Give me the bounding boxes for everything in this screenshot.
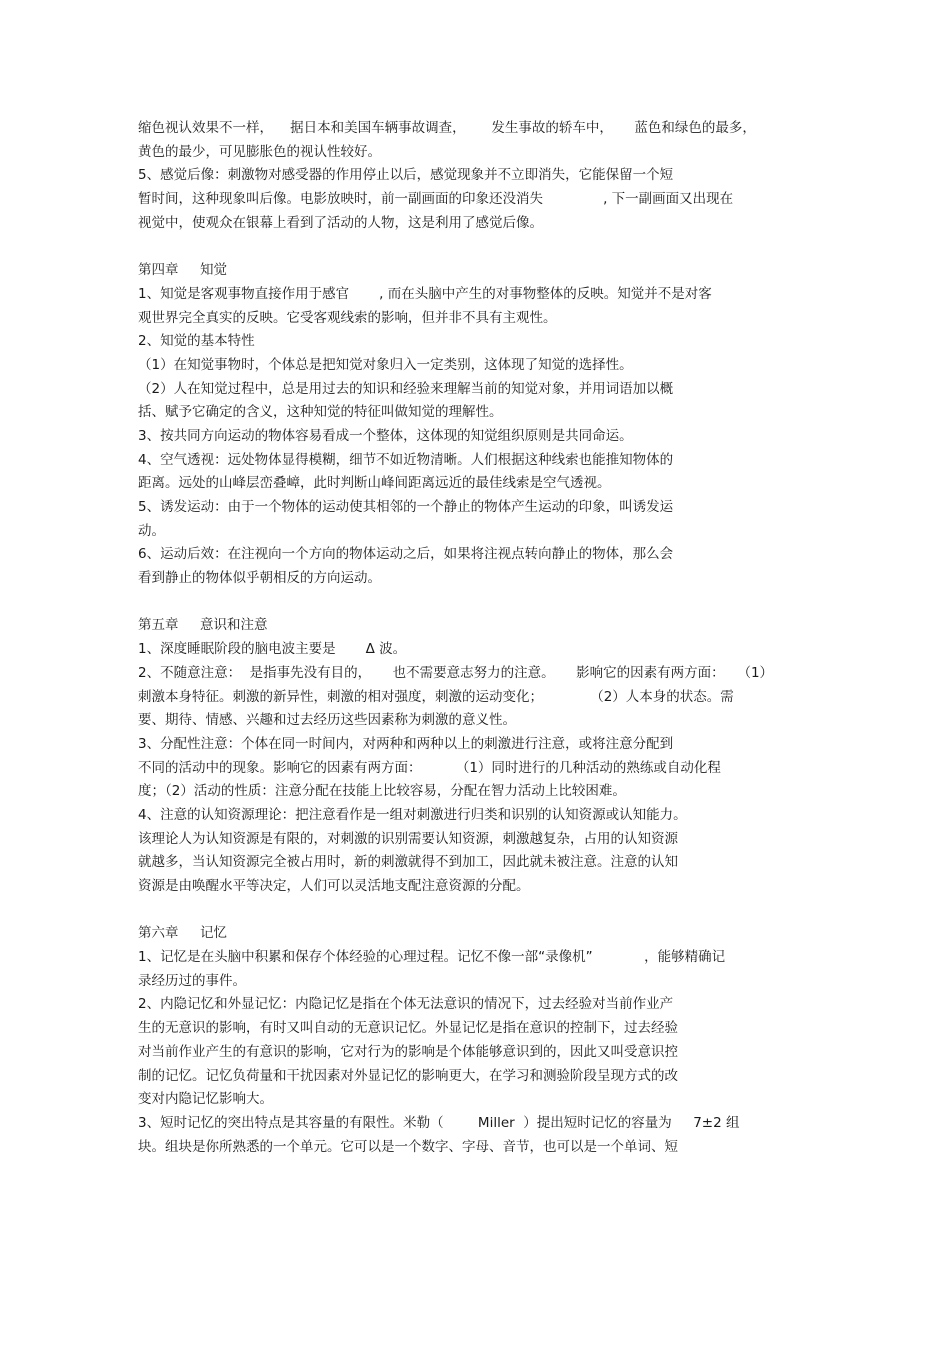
text-line: 不同的活动中的现象。影响它的因素有两方面： （1）同时进行的几种活动的熟练或自动化程 <box>138 759 721 776</box>
text-line: 对当前作业产生的有意识的影响，它对行为的影响是个体能够意识到的，因此又叫受意识控 <box>138 1043 678 1060</box>
text-line: 块。组块是你所熟悉的一个单元。它可以是一个数字、字母、音节，也可以是一个单词、短 <box>138 1138 678 1155</box>
text-line: 动。 <box>138 522 165 539</box>
paragraph-gap <box>138 591 818 615</box>
text-line: 5、感觉后像：刺激物对感受器的作用停止以后，感觉现象并不立即消失，它能保留一个短 <box>138 167 674 184</box>
text-line: 6、运动后效：在注视向一个方向的物体运动之后，如果将注视点转向静止的物体，那么会 <box>138 546 674 563</box>
text-line: 4、注意的认知资源理论：把注意看作是一组对刺激进行归类和识别的认知资源或认知能力。 <box>138 806 687 823</box>
chapter-heading: 第五章 意识和注意 <box>138 617 268 634</box>
text-line: 黄色的最少，可见膨胀色的视认性较好。 <box>138 143 381 160</box>
text-line: 生的无意识的影响，有时又叫自动的无意识记忆。外显记忆是指在意识的控制下，过去经验 <box>138 1020 678 1037</box>
text-line: 5、诱发运动：由于一个物体的运动使其相邻的一个静止的物体产生运动的印象，叫诱发运 <box>138 499 674 515</box>
text-line: 观世界完全真实的反映。它受客观线索的影响，但并非不具有主观性。 <box>138 309 557 326</box>
text-line: 要、期待、情感、兴趣和过去经历这些因素称为刺激的意义性。 <box>138 712 516 729</box>
text-line: 暂时间，这种现象叫后像。电影放映时，前一副画面的印象还没消失 , 下一副画面又出现在 <box>138 191 734 208</box>
text-line: 3、按共同方向运动的物体容易看成一个整体，这体现的知觉组织原则是共同命运。 <box>138 427 633 444</box>
text-line: 就越多，当认知资源完全被占用时，新的刺激就得不到加工，因此就未被注意。注意的认知 <box>138 854 678 871</box>
paragraph-gap <box>138 899 818 923</box>
text-line: 4、空气透视：远处物体显得模糊，细节不如近物清晰。人们根据这种线索也能推知物体的 <box>138 451 674 468</box>
text-line: 3、分配性注意：个体在同一时间内，对两种和两种以上的刺激进行注意，或将注意分配到 <box>138 735 674 752</box>
text-line: 变对内隐记忆影响大。 <box>138 1091 273 1108</box>
chapter-heading: 第六章 记忆 <box>138 925 227 942</box>
text-line: 看到静止的物体似乎朝相反的方向运动。 <box>138 570 381 587</box>
text-line: 刺激本身特征。刺激的新异性，刺激的相对强度，刺激的运动变化； （2）人本身的状态。需 <box>138 688 734 705</box>
text-line: 制的记忆。记忆负荷量和干扰因素对外显记忆的影响更大，在学习和测验阶段呈现方式的改 <box>138 1067 678 1084</box>
text-line: 距离。远处的山峰层峦叠嶂，此时判断山峰间距离远近的最佳线索是空气透视。 <box>138 475 611 492</box>
text-line: 缩色视认效果不一样， 据日本和美国车辆事故调查， 发生事故的轿车中， 蓝色和绿色的最多， <box>138 120 756 136</box>
paragraph-gap <box>138 235 818 259</box>
text-line: 资源是由唤醒水平等决定，人们可以灵活地支配注意资源的分配。 <box>138 878 530 894</box>
text-line: 括、赋予它确定的含义，这种知觉的特征叫做知觉的理解性。 <box>138 404 503 421</box>
text-line: （1）在知觉事物时，个体总是把知觉对象归入一定类别，这体现了知觉的选择性。 <box>138 356 633 373</box>
text-line: 度；（2）活动的性质：注意分配在技能上比较容易，分配在智力活动上比较困难。 <box>138 783 626 800</box>
text-line: 2、内隐记忆和外显记忆：内隐记忆是指在个体无法意识的情况下，过去经验对当前作业产 <box>138 996 674 1013</box>
text-line: （2）人在知觉过程中，总是用过去的知识和经验来理解当前的知觉对象，并用词语加以概 <box>138 380 674 397</box>
text-line: 该理论人为认知资源是有限的，对刺激的识别需要认知资源，刺激越复杂，占用的认知资源 <box>138 830 678 847</box>
chapter-heading: 第四章 知觉 <box>138 262 227 279</box>
text-line: 2、不随意注意： 是指事先没有目的， 也不需要意志努力的注意。 影响它的因素有两方面： （1） <box>138 664 774 681</box>
text-line: 3、短时记忆的突出特点是其容量的有限性。米勒（ Miller ）提出短时记忆的容量为 7±2 组 <box>138 1114 740 1131</box>
text-line: 1、记忆是在头脑中积累和保存个体经验的心理过程。记忆不像一部“录像机” ，能够精确记 <box>138 949 726 966</box>
text-line: 2、知觉的基本特性 <box>138 333 255 350</box>
text-line: 1、知觉是客观事物直接作用于感官 , 而在头脑中产生的对事物整体的反映。知觉并不是对客 <box>138 285 712 302</box>
text-line: 录经历过的事件。 <box>138 972 246 989</box>
text-line: 1、深度睡眠阶段的脑电波主要是 Δ 波。 <box>138 641 407 658</box>
text-line: 视觉中，使观众在银幕上看到了活动的人物，这是利用了感觉后像。 <box>138 214 543 231</box>
document-body <box>138 117 818 1159</box>
